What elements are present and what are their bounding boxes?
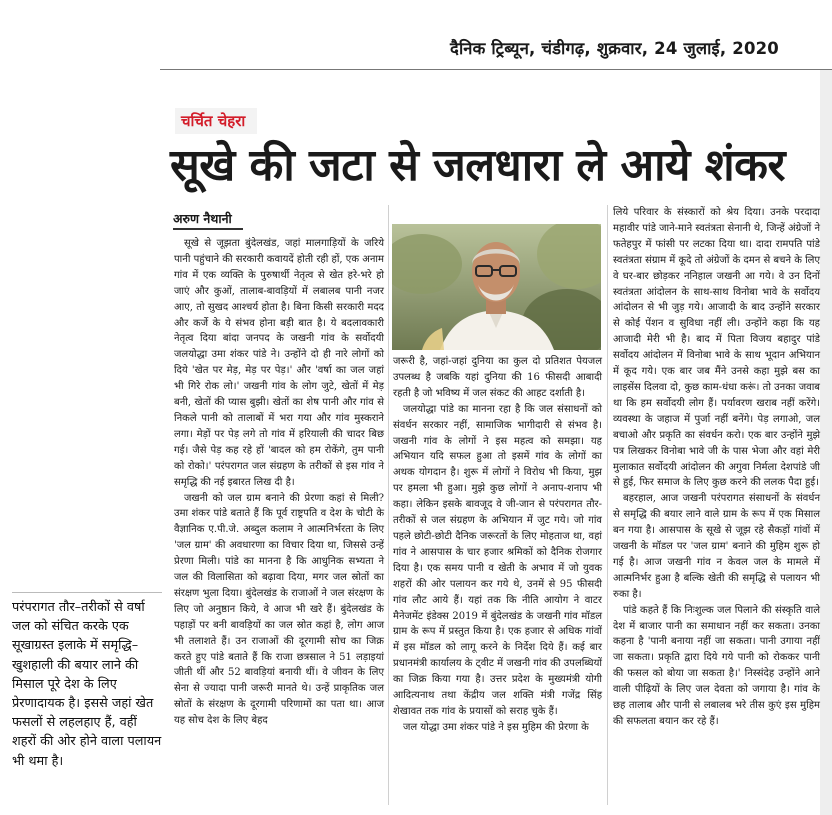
masthead-divider	[160, 69, 832, 70]
paragraph: सूखे से जूझता बुंदेलखंड, जहां मालगाड़ियों के जरिये पानी पहुंचाने की सरकारी कवायदें होती रही हों, एक अनाम गांव में एक व्यक्ति के पुरुषार्थी नेतृत्व से खेत हरे-भरे हो जाएं और कुओं, तालाब-बावड़ियों में लबालब पानी नजर आए, तो सुखद आश्चर्य होता है। बिना किसी सरकारी मदद और कर्जे के ये संभव होना बड़ी बात है। ये बदलावकारी नेतृत्व दिया बांदा जनपद के जखनी गांव के सर्वोदयी जलयोद्धा उमा शंकर पांडे ने। उन्होंने दो ही नारे लोगों को दिये 'खेत पर मेड़, मेड़ पर पेड़।' और 'वर्षा का जल जहां भी गिरे रोक लो।' जखनी गांव के लोग जुटे, खेतों में मेड़ बनी, खेतों की प्यास बुझी। खेतों का शेष पानी और गांव से निकले पानी को तालाबों में भरा गया और गांव मुस्कराने लगा। मेड़ों पर पेड़ लगे तो गांव में हरियाली की चादर बिछ गई। जैसे पेड़ कह रहे हों 'बादल को हम रोकेंगे, तुम पानी को रोको।' परंपरागत जल संग्रहण के तरीकों से इस गांव ने समृद्धि की नई इबारत लिख दी है।	[174, 238, 384, 488]
headline: सूखे की जटा से जलधारा ले आये शंकर	[170, 140, 785, 191]
article-column-1	[174, 236, 384, 729]
masthead	[0, 0, 832, 62]
pull-quote: परंपरागत तौर–तरीकों से वर्षा जल को संचित करके एक सूखाग्रस्त इलाके में समृद्धि–खुशहाली की बयार लाने की मिसाल पूरे देश के लिए प्रेरणादायक है। इससे जहां खेत फसलों से लहलहाए हैं, वहीं शहरों की ओर होने वाला पलायन भी थमा है।	[12, 600, 162, 769]
column-divider	[388, 205, 389, 805]
article-column-3	[613, 205, 820, 730]
byline-underline	[173, 228, 243, 230]
paragraph: जल योद्धा उमा शंकर पांडे ने इस मुहिम की प्रेरणा के	[403, 721, 589, 733]
masthead-line: दैनिक ट्रिब्यून, चंडीगढ़, शुक्रवार, 24 जुलाई, 2020	[450, 39, 779, 58]
section-kicker	[175, 108, 257, 134]
pull-quote-rule	[12, 592, 162, 593]
portrait-illustration	[392, 224, 601, 350]
byline: अरुण नैथानी	[173, 211, 232, 226]
paragraph: बहरहाल, आज जखनी परंपरागत संसाधनों के संवर्धन से समृद्धि की बयार लाने वाले ग्राम के रूप में एक मिसाल बन गया है। आसपास के सूखे से जूझ रहे सैकड़ों गांवों में जखनी के मॉडल पर 'जल ग्राम' बनाने की मुहिम शुरू हो गई है। आज जखनी गांव न केवल जल के मामले में आत्मनिर्भर हुआ है बल्कि खेती की समृद्धि से पलायन भी रुका है।	[613, 493, 820, 600]
column-divider	[607, 205, 608, 805]
paragraph: जखनी को जल ग्राम बनाने की प्रेरणा कहां से मिली? उमा शंकर पांडे बताते हैं कि पूर्व राष्ट्रपति व देश के चोटी के वैज्ञानिक ए.पी.जे. अब्दुल कलाम ने आत्मनिर्भरता के लिए 'जल ग्राम' की अवधारणा का विचार दिया था, जिससे उन्हें प्रेरणा मिली। पांडे का मानना है कि आधुनिक सभ्यता ने जल की विलासिता को बढ़ावा दिया, मगर जल स्रोतों का संरक्षण भुला दिया। बुंदेलखंड के राजाओं ने जल संरक्षण के लिए जो अनुष्ठान किये, वे आज भी खरे हैं। बुंदेलखंड के पहाड़ों पर बनी बावड़ियों का जल स्रोत कहां है, लोग आज भी तलाशते हैं। उन राजाओं की दूरगामी सोच का जिक्र करते हुए पांडे बताते हैं कि राजा छत्रसाल ने 51 लड़ाइयां जीती थीं और 52 बावड़ियां बनायी थीं। वे जीवन के लिए सेना से ज्यादा पानी जरूरी मानते थे। उन्हें प्राकृतिक जल स्रोतों के संरक्षण के दूरगामी परिणामों का पता था। आज यह सोच देश के लिए बेहद	[174, 492, 384, 727]
paragraph: जलयोद्धा पांडे का मानना रहा है कि जल संसाधनों को संवर्धन सरकार नहीं, सामाजिक भागीदारी से संभव है। जखनी गांव के लोगों ने इस महत्व को समझा। यह अभियान यदि सफल हुआ तो इसमें गांव के लोगों का अथक योगदान है। शुरू में लोगों ने विरोध भी किया, मुझ पर हमला भी हुआ। मुझे कुछ लोगों ने अनाप-शनाप भी कहा। लेकिन इसके बावजूद वे जी-जान से परंपरागत तौर-तरीकों से जल संग्रहण के अभियान में जुट गये। जो गांव पहले छोटी-छोटी दैनिक जरूरतों के लिए मोहताज था, वहां गांव ने आसपास के चार हजार श्रमिकों को दैनिक रोजगार दिया है। एक समय पानी व खेती के अभाव में जो युवक शहरों की ओर पलायन कर गये थे, उनमें से 95 फीसदी गांव लौट आये हैं। यहां तक कि नीति आयोग ने वाटर मैनेजमेंट इंडेक्स 2019 में बुंदेलखंड के जखनी गांव मॉडल ग्राम के रूप में प्रस्तुत किया है। एक हजार से अधिक गांवों में इस मॉडल को लागू करने के निर्देश दिये हैं। कई बार प्रधानमंत्री कार्यालय के ट्वीट में जखनी गांव की उपलब्धियों का जिक्र किया गया है। उत्तर प्रदेश के मुख्यमंत्री योगी आदित्यनाथ तथा केंद्रीय जल शक्ति मंत्री गजेंद्र सिंह शेखावत तक गांव के प्रयासों को सराह चुके हैं।	[393, 403, 602, 717]
article-column-2	[393, 354, 602, 736]
section-kicker-label: चर्चित चेहरा	[181, 112, 246, 130]
portrait-photo	[392, 224, 601, 350]
paragraph: पांडे कहते हैं कि निःशुल्क जल पिलाने की संस्कृति वाले देश में बाजार पानी का समाधान नहीं कर सकता। उनका कहना है 'पानी बनाया नहीं जा सकता। पानी उगाया नहीं जा सकता। प्रकृति द्वारा दिये गये पानी को रोककर पानी की फसल को बोया जा सकता है।' निस्संदेह उन्होंने आने वाली पीढ़ियों के लिए जल देवता को जगाया है। गांव के छह तालाब और पानी से लबालब भरे तीस कुएं इस मुहिम की सफलता बयान कर रहे हैं।	[613, 604, 820, 727]
paragraph: जरूरी है, जहां-जहां दुनिया का कुल दो प्रतिशत पेयजल उपलब्ध है जबकि यहां दुनिया की 16 फीसदी आबादी रहती है जो भविष्य में जल संकट की आहट दर्शाती है।	[393, 356, 602, 399]
paragraph: लिये परिवार के संस्कारों को श्रेय दिया। उनके परदादा महावीर पांडे जाने-माने स्वतंत्रता सेनानी थे, जिन्हें अंग्रेजों ने फतेहपुर में फांसी पर लटका दिया था। दादा रामपति पांडे स्वतंत्रता संग्राम में कूदे तो अंग्रेजों के दमन से बचने के लिए वे घर-बार छोड़कर ननिहाल जखनी आ गये। वे उन दिनों स्वतंत्रता आंदोलन के साथ-साथ विनोबा भावे के सर्वोदय आंदोलन से भी जुड़ गये। आजादी के बाद उन्होंने सरकार से कोई पेंशन व सुविधा नहीं ली। उन्होंने कहा कि यह आजादी मेरी भी है। बाद में पिता विजय बहादुर पांडे सर्वोदय आंदोलन में विनोबा भावे के साथ भूदान अभियान में कूद गये। एक बार जब मैंने उनसे कहा मुझे बस का लाइसेंस दिलवा दो, कुछ काम-धंधा करूं। तो उनका जवाब था कि हम सर्वोदयी लोग हैं। पर्यावरण खराब नहीं करेंगे। व्यवस्था के जहाज में पुर्जा नहीं बनेंगे। पेड़ लगाओ, जल बचाओ और प्रकृति का संवर्धन करो। एक बार उन्होंने मुझे पत्र लिखकर विनोबा भावे जी के पास भेजा और वहां मेरी मुलाकात सर्वोदयी आंदोलन की अगुवा निर्मला देशपांडे जी से हुई, फिर समाज के लिए कुछ करने की ललक पैदा हुई।	[613, 207, 820, 489]
